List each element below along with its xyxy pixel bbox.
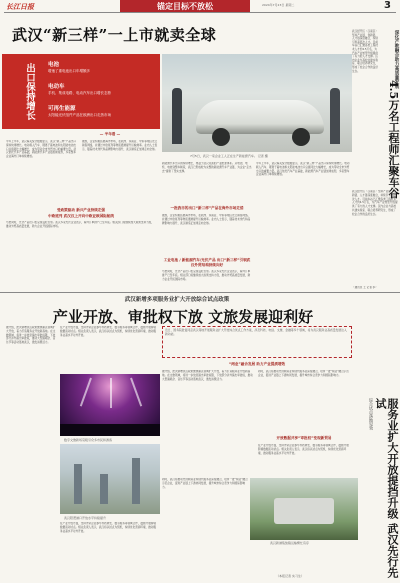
date-line: 2024年7月23日 星期二	[262, 3, 295, 7]
red-box-item-title: 电动车	[48, 84, 65, 90]
article-body: 同时，武汉将推动先进制造业和现代服务业深度融合，培育一批“两业”融合示范企业，促进产业链上下游协同发展，提升城市综合竞争力和国际影响力。	[258, 370, 349, 377]
top-headline: 武汉“新三样”一上市就卖全球	[12, 26, 217, 44]
section-tag: 锚定目标不放松	[120, 0, 250, 12]
red-box-item	[48, 104, 111, 118]
stage-light	[80, 378, 92, 407]
section-subhead: — 半年看 —	[99, 132, 121, 136]
article-body: 在产业开放方面，支持外资企业参与科技研发、数字服务等领域合作，鼓励开展跨境数据流动试点。相关负责人表示，武汉将以试点为契机，持续优化营商环境，推动服务业高水平对外开放。	[258, 444, 349, 455]
person-figure	[172, 88, 182, 144]
stage-light	[130, 378, 142, 407]
side-story-body: 武汉经开区（汉南区）坚持产业链、创新链、人才链深度融合，持续引育高层次人才。目前车谷已汇聚各类工程技术人才约4.5万名，为汽车产业转型升级提供了有力的人才支撑。区内企业与高校共建实验室、联合培养研究生，形成了校企合作的良好生态。	[352, 190, 398, 216]
crane-tower	[132, 458, 140, 504]
article-body: 据悉，企业积极拓展海外市场，在欧洲、东南亚、中东等地区设立销售网络，并通过中欧班列等物流通道提升运输效率。业内人士表示，随着技术迭代和品牌影响力提升，武汉制造正加速走向全球。	[162, 214, 251, 225]
crane-tower	[100, 474, 108, 504]
second-headline: 产业开放、审批权下放 文旅发展迎利好	[52, 308, 314, 326]
car-wheel	[292, 128, 310, 146]
truck-caption: 武汉新港集装箱运输繁忙有序	[270, 541, 310, 545]
article-body: 在产业开放方面，支持外资企业参与科技研发、数字服务等领域合作，鼓励开展跨境数据流动试点。相关负责人表示，武汉将以试点为契机，持续优化营商环境，推动服务业高水平对外开放。	[60, 326, 156, 337]
port-photo	[60, 444, 160, 514]
side-story-body: 武汉经开区（汉南区）坚持产业链、创新链、人才链深度融合，持续引育高层次人才。目前车谷已汇聚各类工程技术人才约4.5万名，为汽车产业转型升级提供了有力的人才支撑。区内企业与高校共建实验室、联合培养研究生，形成了校企合作的良好生态。	[352, 30, 378, 73]
top-rule	[4, 12, 396, 13]
stage-light	[110, 378, 112, 408]
article-body: 同时，武汉将推动先进制造业和现代服务业深度融合，培育一批“两业”融合示范企业，促进产业链上下游协同发展，提升城市综合竞争力和国际影响力。	[162, 478, 248, 489]
red-box-item-title: 电池	[48, 62, 60, 68]
crowd-silhouette	[60, 424, 160, 436]
person-figure	[330, 88, 340, 144]
section-divider	[0, 292, 400, 293]
red-box-item-text: 太阳能光伏组件产品在欧洲出口走热市场	[48, 113, 111, 117]
red-box-item-text: 手机、集成电路、电动汽车出口增长态势	[48, 91, 111, 95]
concert-caption: 数字文旅新场景吸引众多市民和游客	[64, 438, 113, 442]
article-subhead: 开放数据共享“审批权”变现新贸易	[276, 436, 332, 440]
article-subhead: “两业”融合发展 助力产业提质增效	[228, 362, 286, 366]
article-body: 与此同时，光伏产品出口也呈现良好态势。武汉多家光伏企业表示，海外订单排产已至年底。相关部门将继续加大政策支持力度，推动外贸高质量发展，助力企业开拓国际市场。	[162, 270, 251, 281]
red-box-item	[48, 60, 90, 74]
red-box-title: 出口保持增长	[2, 54, 42, 129]
port-caption: 武汉阳逻港口开放水平持续提升	[64, 516, 107, 520]
red-box-item-text: 增速了重电池出口年增额多	[48, 69, 90, 73]
truck-photo	[250, 478, 358, 540]
concert-photo	[60, 374, 160, 436]
article-body: 新能源汽车出口的持续增长，得益于武汉完善的产业配套体系。从电池、电机、电控到整车制造，武汉已形成较为完整的新能源汽车产业链，为企业“走出去”提供了坚实支撑。	[162, 162, 252, 173]
crane-tower	[74, 464, 82, 504]
red-box-item	[48, 82, 111, 96]
article-subhead: 受政策驱动 新兴产业持续走强	[57, 208, 105, 212]
car-wheel	[212, 128, 230, 146]
lead-box: 近日，国务院批复同意武汉等地开展服务业扩大开放综合试点工作方案，涉及科技、电信、文旅、金融等多个领域，将为武汉服务业高质量发展注入新动能。	[162, 326, 352, 358]
red-box-panel	[42, 54, 160, 129]
red-box-item-title: 可再生能源	[48, 106, 76, 112]
newspaper-logo: 长江日报	[6, 2, 34, 11]
second-kicker: 武汉新增多项服务业扩大开放综合试点政策	[124, 297, 230, 303]
car-photo	[162, 54, 352, 152]
side-story-headline: 4.5万名工程师汇聚车谷	[387, 80, 400, 199]
car-photo-caption: 7月5日，武汉一家企业工人正在生产新能源汽车。 记者 摄	[190, 154, 268, 158]
article-body: 据介绍，此次新增试点政策聚焦重点领域扩大开放，着力打造服务业开放新高地。在文旅领域，将进一步放宽演出审批权限，下放部分涉外演出审批权，推动大型演唱会、音乐节等活动落地武汉，激发消费活力。	[162, 370, 253, 381]
masthead	[0, 0, 400, 12]
article-subhead: 一批我市的出口“新三样”产品在海外市场走俏	[170, 206, 244, 210]
vertical-subtitle: 综合试点落地见效	[369, 398, 374, 430]
vertical-title: 服务业扩大开放提挡升级 武汉先行先试	[374, 398, 399, 578]
page-number: 3	[384, 0, 391, 11]
second-byline: （本报记者 实习生）	[276, 574, 304, 578]
article-body: 与此同时，光伏产品出口也呈现良好态势。武汉多家光伏企业表示，海外订单排产已至年底。相关部门将继续加大政策支持力度，推动外贸高质量发展，助力企业开拓国际市场。	[6, 221, 154, 228]
side-story-byline: （通讯员 王 记者 李）	[352, 286, 378, 289]
article-subhead: 工业电池 / 新能源汽车/光伏产品 出口“新三样”引领武汉外贸结构持续向好	[163, 258, 251, 267]
article-body: 今年上半年，武汉海关统计数据显示，武汉“新三样”产品出口保持快速增长。电动载人汽车、锂离子蓄电池和太阳能电池出口总值同比大幅增长，成为带动全市外贸出口的重要力量。武汉依托汽车产业基础，新能源汽车产业链加速成形，多家整车企业海外订单持续增加。	[6, 140, 77, 159]
article-body: 今年上半年，武汉海关统计数据显示，武汉“新三样”产品出口保持快速增长。电动载人汽车、锂离子蓄电池和太阳能电池出口总值同比大幅增长，成为带动全市外贸出口的重要力量。武汉依托汽车产业基础，新能源汽车产业链加速成形，多家整车企业海外订单持续增加。	[256, 162, 350, 177]
side-story-subhead: 深化产教融合助力高质量发展	[394, 30, 399, 89]
article-subhead: 中欧班列 武汉汉上开向中欧亚欧国际航线	[48, 214, 114, 218]
article-body: 据悉，企业积极拓展海外市场，在欧洲、东南亚、中东等地区设立销售网络，并通过中欧班列等物流通道提升运输效率。业内人士表示，随着技术迭代和品牌影响力提升，武汉制造正加速走向全球。	[82, 140, 158, 151]
article-body: 在产业开放方面，支持外资企业参与科技研发、数字服务等领域合作，鼓励开展跨境数据流动试点。相关负责人表示，武汉将以试点为契机，持续优化营商环境，推动服务业高水平对外开放。	[60, 522, 156, 533]
truck-body	[274, 498, 334, 524]
side-story	[352, 14, 400, 364]
article-body: 据介绍，此次新增试点政策聚焦重点领域扩大开放，着力打造服务业开放新高地。在文旅领域，将进一步放宽演出审批权限，下放部分涉外演出审批权，推动大型演唱会、音乐节等活动落地武汉，激发消费活力。	[6, 326, 56, 345]
